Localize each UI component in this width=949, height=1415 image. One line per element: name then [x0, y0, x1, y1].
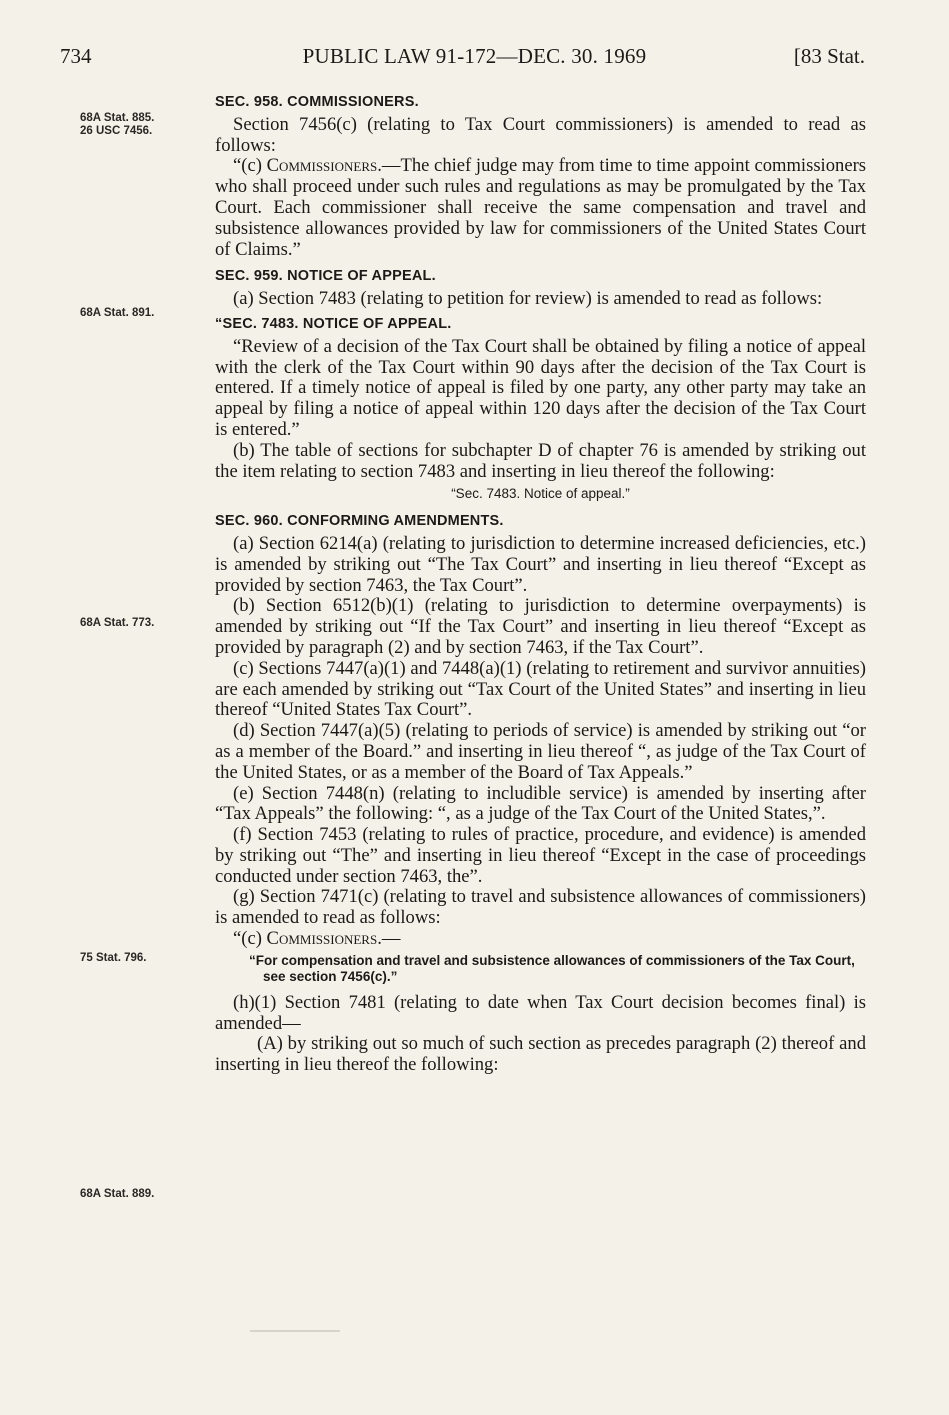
section-958-paragraph-2 [215, 156, 866, 260]
section-960-b: (b) Section 6512(b)(1) (relating to jurisdiction to determine overpayments) is amended by striking out “If the Tax Court” and inserting in lieu thereof “Except as provided by paragraph (2) and by section 7463, if the Tax Court”. [215, 595, 866, 658]
section-960-heading: SEC. 960. CONFORMING AMENDMENTS. [215, 513, 504, 530]
section-958-paragraph-1: Section 7456(c) (relating to Tax Court commissioners) is amended to read as follows: [215, 113, 866, 156]
subsection-caption: Commissioners [266, 155, 378, 177]
section-960-h-1: (h)(1) Section 7481 (relating to date when Tax Court decision becomes final) is amended— [215, 991, 866, 1034]
subsection-text: .—The chief judge may from time to time appoint commissioners who shall proceed under such rules and regulations as may be promulgated by the Tax Court. Each commissioner shall receive the same compensation and travel and subsistence allowances provided by law for commissioners of the United States Court of Claims.” [215, 155, 866, 260]
subsection-dash: .— [377, 928, 401, 950]
section-960-g: (g) Section 7471(c) (relating to travel and subsistence allowances of commissioners) is amended to read as follows: [215, 886, 866, 929]
cross-reference-note: “For compensation and travel and subsistence allowances of commissioners of the Tax Court, see section 7456(c).” [249, 952, 855, 984]
margin-note-1 [80, 112, 154, 138]
scan-mark [250, 1330, 340, 1332]
section-960-a: (a) Section 6214(a) (relating to jurisdiction to determine increased deficiencies, etc.) is amended by striking out “The Tax Court” and inserting in lieu thereof “Except as provided by section 7463, the Tax Court”. [215, 532, 866, 596]
subsection-caption: Commissioners [266, 928, 378, 950]
statute-reference: [83 Stat. [793, 44, 865, 68]
margin-note-1-line1: 68A Stat. 885. [80, 112, 155, 124]
margin-note-3: 68A Stat. 773. [80, 617, 155, 629]
margin-note-4: 75 Stat. 796. [80, 952, 147, 964]
section-960-d: (d) Section 7447(a)(5) (relating to periods of service) is amended by striking out “or as a member of the Board.” and inserting in lieu thereof “, as judge of the Tax Court of the United States, or as a member of the Board of Tax Appeals.” [215, 720, 866, 783]
quote-open: “(c) [233, 928, 267, 950]
header-title: PUBLIC LAW 91-172—DEC. 30. 1969 [302, 44, 647, 68]
section-959-b: (b) The table of sections for subchapter D of chapter 76 is amended by striking out the item relating to section 7483 and inserting in lieu thereof the following: [215, 439, 866, 482]
section-960-g-subsection [215, 929, 866, 950]
section-960-f: (f) Section 7453 (relating to rules of practice, procedure, and evidence) is amended by striking out “The” and inserting in lieu thereof “Except in the case of proceedings conducted under section 7463, the”. [215, 824, 866, 887]
margin-note-5: 68A Stat. 889. [80, 1188, 155, 1200]
margin-note-2: 68A Stat. 891. [80, 307, 155, 319]
section-958-heading: SEC. 958. COMMISSIONERS. [215, 94, 419, 110]
table-of-sections-item: “Sec. 7483. Notice of appeal.” [451, 486, 630, 502]
section-960-e: (e) Section 7448(n) (relating to includible service) is amended by inserting after “Tax Appeals” the following: “, as a judge of the Tax Court of the United States,”. [215, 782, 866, 825]
section-7483-heading: “SEC. 7483. NOTICE OF APPEAL. [215, 315, 452, 332]
section-7483-text: “Review of a decision of the Tax Court shall be obtained by filing a notice of appeal with the clerk of the Tax Court within 90 days after the decision of the Tax Court is entered. If a timely notice of appeal is filed by one party, any other party may take an appeal by filing a notice of appeal within 120 days after the decision of the Tax Court is entered.” [215, 335, 866, 440]
section-959-a: (a) Section 7483 (relating to petition for review) is amended to read as follows: [233, 288, 823, 310]
section-960-h-1-A: (A) by striking out so much of such section as precedes paragraph (2) thereof and inserting in lieu thereof the following: [215, 1033, 866, 1076]
quote-open: “(c) [233, 155, 267, 177]
section-960-c: (c) Sections 7447(a)(1) and 7448(a)(1) (relating to retirement and survivor annuities) are each amended by striking out “Tax Court of the United States” and inserting in lieu thereof “United States Tax Court”. [215, 657, 866, 721]
running-header [0, 44, 949, 80]
section-959-heading: SEC. 959. NOTICE OF APPEAL. [215, 268, 436, 285]
margin-note-1-line2: 26 USC 7456. [80, 125, 153, 137]
main-text-column [215, 90, 866, 1076]
page-number: 734 [60, 44, 92, 68]
